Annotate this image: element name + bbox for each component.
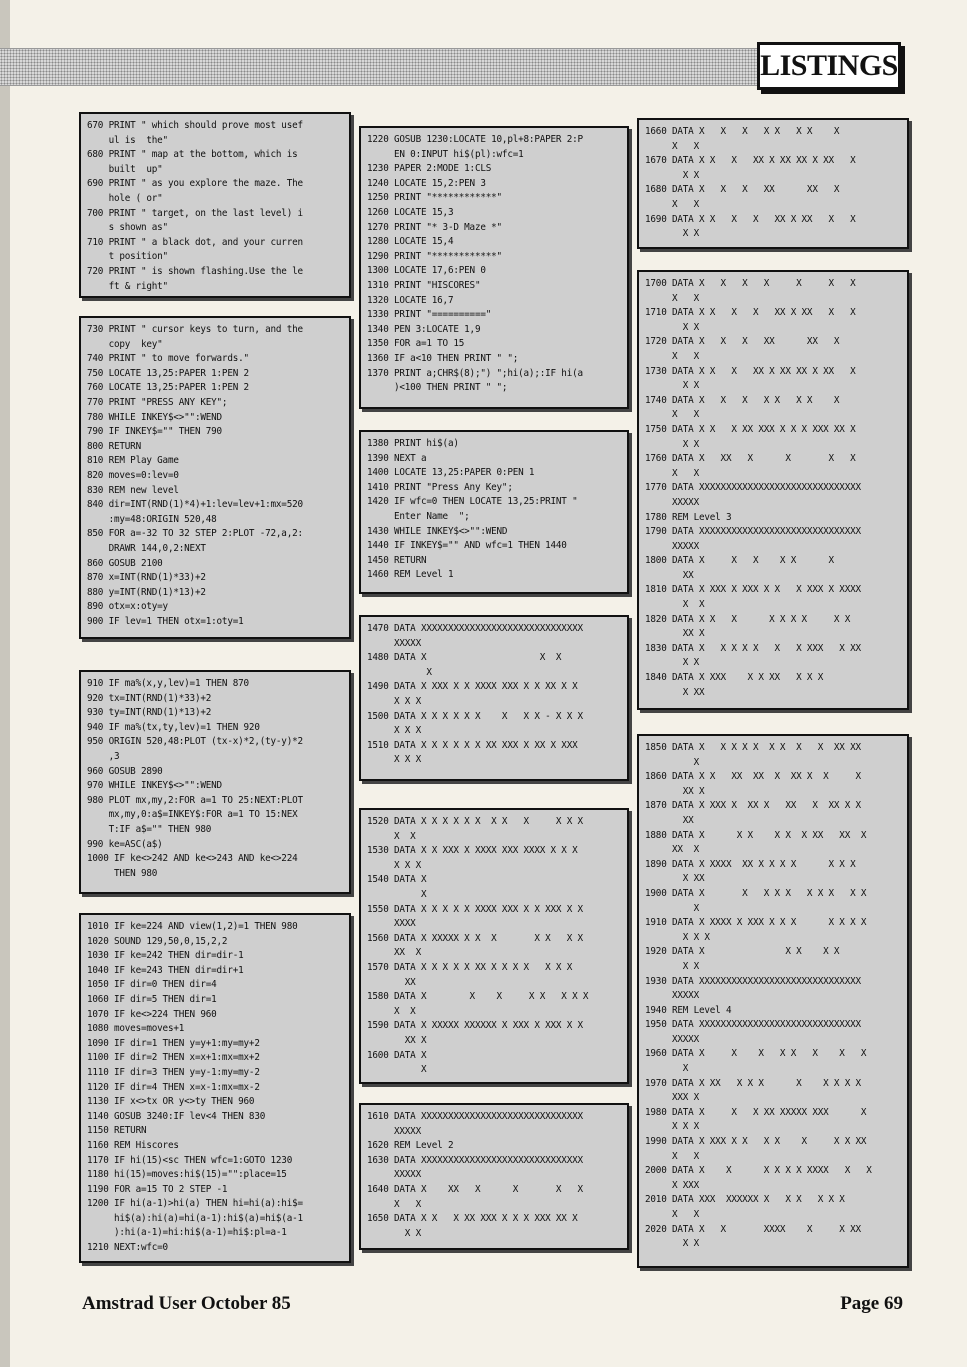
- code-line: 1680 DATA X X X XX XX X: [645, 184, 840, 196]
- code-line: X: [367, 1064, 427, 1076]
- code-line: X X: [645, 169, 699, 181]
- code-line: 1320 LOCATE 16,7: [367, 294, 454, 306]
- code-line: 1560 DATA X XXXXX X X X X X X X: [367, 932, 583, 944]
- code-line: XXXXX: [367, 1169, 421, 1181]
- code-line: 1500 DATA X X X X X X X X X - X X X: [367, 710, 583, 722]
- code-line: 1670 DATA X X X XX X XX XX X XX X: [645, 155, 856, 167]
- code-line: 1750 DATA X X X XX XXX X X X XXX XX X: [645, 423, 856, 435]
- code-line: X XXX: [645, 1179, 699, 1191]
- code-line: 930 ty=INT(RND(1)*13)+2: [87, 707, 212, 719]
- code-line: 1360 IF a<10 THEN PRINT " ";: [367, 352, 519, 364]
- code-line: X X X: [367, 754, 421, 766]
- code-line: XX X: [367, 947, 421, 959]
- code-line: XXX X: [645, 1092, 699, 1104]
- code-line: X X X: [367, 695, 421, 707]
- code-line: 1150 RETURN: [87, 1125, 147, 1137]
- code-line: 1870 DATA X XXX X XX X XX X XX X X: [645, 800, 861, 812]
- code-line: 810 REM Play Game: [87, 455, 179, 467]
- code-line: 1810 DATA X XXX X XXX X X X XXX X XXXX: [645, 584, 861, 596]
- code-line: 1770 DATA XXXXXXXXXXXXXXXXXXXXXXXXXXXXXX: [645, 482, 861, 494]
- code-line: 790 IF INKEY$="" THEN 790: [87, 426, 222, 438]
- code-line: XX: [367, 976, 416, 988]
- code-line: 1060 IF dir=5 THEN dir=1: [87, 993, 217, 1005]
- code-line: 960 GOSUB 2890: [87, 765, 163, 777]
- code-line: X: [367, 888, 427, 900]
- code-line: 1510 DATA X X X X X X XX XXX X XX X XXX: [367, 739, 578, 751]
- code-line: 890 otx=x:oty=y: [87, 601, 168, 613]
- code-line: 850 FOR a=-32 TO 32 STEP 2:PLOT -72,a,2:: [87, 528, 303, 540]
- code-line: 840 dir=INT(RND(1)*4)+1:lev=lev+1:mx=520: [87, 499, 303, 511]
- code-line: ft & right": [87, 280, 168, 292]
- code-line: 940 IF ma%(tx,ty,lev)=1 THEN 920: [87, 721, 260, 733]
- code-line: XX X: [645, 628, 705, 640]
- code-line: 980 PLOT mx,my,2:FOR a=1 TO 25:NEXT:PLOT: [87, 794, 303, 806]
- code-line: 900 IF lev=1 THEN otx=1:oty=1: [87, 615, 244, 627]
- code-line: 1260 LOCATE 15,3: [367, 206, 454, 218]
- code-line: X XX: [645, 873, 705, 885]
- code-line: 920 tx=INT(RND(1)*33)+2: [87, 692, 212, 704]
- code-line: hole ( or": [87, 192, 163, 204]
- code-line: X X: [645, 467, 699, 479]
- code-line: 770 PRINT "PRESS ANY KEY";: [87, 396, 228, 408]
- code-line: 1390 NEXT a: [367, 452, 427, 464]
- code-line: XX X: [645, 785, 705, 797]
- code-line: 1000 IF ke<>242 AND ke<>243 AND ke<>224: [87, 853, 298, 865]
- code-line: 1900 DATA X X X X X X X X X X: [645, 887, 867, 899]
- code-line: 690 PRINT " as you explore the maze. The: [87, 178, 303, 190]
- code-line: 1540 DATA X: [367, 874, 427, 886]
- code-line: X X X: [367, 859, 421, 871]
- code-line: 1980 DATA X X X XX XXXXX XXX X: [645, 1106, 867, 1118]
- code-line: 1370 PRINT a;CHR$(8);") ";hi(a);:IF hi(a: [367, 367, 583, 379]
- listing-box-1010: [79, 913, 351, 1263]
- code-line: 1660 DATA X X X X X X X X: [645, 126, 840, 137]
- code-line: 780 WHILE INKEY$<>"":WEND: [87, 411, 222, 423]
- code-line: X X: [645, 409, 699, 421]
- code-line: 1080 moves=moves+1: [87, 1023, 185, 1035]
- code-line: X X: [645, 438, 699, 450]
- code-line: X X X: [645, 1121, 699, 1133]
- code-line: Enter Name ";: [367, 510, 470, 522]
- code-line: 1880 DATA X X X X X X XX XX X: [645, 829, 867, 841]
- code-line: ):hi(a-1)=hi:hi$(a-1)=hi$:pl=a-1: [87, 1227, 287, 1239]
- code-line: 830 REM new level: [87, 484, 179, 496]
- code-line: 1230 PAPER 2:MODE 1:CLS: [367, 163, 492, 175]
- footer-magazine-issue: Amstrad User October 85: [82, 1293, 291, 1314]
- code-line: XXXXX: [645, 1033, 699, 1045]
- code-line: XXXX: [367, 918, 416, 930]
- code-line: 1530 DATA X X XXX X XXXX XXX XXXX X X X: [367, 845, 578, 857]
- code-line: X X X: [645, 931, 710, 943]
- page-gutter-shadow: [0, 0, 10, 1367]
- code-line: 970 WHILE INKEY$<>"":WEND: [87, 780, 222, 792]
- code-line: XXXXX: [367, 637, 421, 649]
- code-line: 1120 IF dir=4 THEN x=x-1:mx=mx-2: [87, 1081, 260, 1093]
- code-line: 1180 hi(15)=moves:hi$(15)="":place=15: [87, 1169, 287, 1181]
- code-line: 1410 PRINT "Press Any Key";: [367, 481, 513, 493]
- code-line: 1050 IF dir=0 THEN dir=4: [87, 979, 217, 991]
- code-line: 2010 DATA XXX XXXXXX X X X X X X: [645, 1194, 845, 1206]
- code-line: 1550 DATA X X X X X XXXX XXX X X XXX X X: [367, 903, 583, 915]
- listing-box-670: [79, 112, 351, 298]
- listing-box-1470: [359, 615, 629, 781]
- code-line: 1820 DATA X X X X X X X X X: [645, 613, 851, 625]
- code-line: 1200 IF hi(a-1)>hi(a) THEN hi=hi(a):hi$=: [87, 1198, 303, 1210]
- code-line: EN 0:INPUT hi$(pl):wfc=1: [367, 148, 524, 160]
- listing-box-1520: [359, 808, 629, 1084]
- code-line: 720 PRINT " is shown flashing.Use the le: [87, 265, 303, 277]
- code-line: X X: [367, 1005, 416, 1017]
- code-line: 1330 PRINT "==========": [367, 309, 492, 321]
- code-line: X X: [645, 657, 699, 669]
- code-line: 860 GOSUB 2100: [87, 557, 163, 569]
- code-line: 1010 IF ke=224 AND view(1,2)=1 THEN 980: [87, 921, 298, 932]
- code-line: 1790 DATA XXXXXXXXXXXXXXXXXXXXXXXXXXXXXX: [645, 526, 861, 538]
- code-line: XX: [645, 569, 694, 581]
- code-line: 1580 DATA X X X X X X X X: [367, 991, 589, 1003]
- code-line: 1520 DATA X X X X X X X X X X X X: [367, 816, 583, 827]
- code-line: 1350 FOR a=1 TO 15: [367, 338, 465, 350]
- code-line: 1310 PRINT "HISCORES": [367, 279, 481, 291]
- code-line: 1720 DATA X X X XX XX X: [645, 336, 840, 348]
- code-line: 1990 DATA X XXX X X X X X X X XX: [645, 1136, 867, 1148]
- code-line: 880 y=INT(RND(1)*13)+2: [87, 586, 206, 598]
- code-line: X X: [367, 830, 416, 842]
- code-line: 1140 GOSUB 3240:IF lev<4 THEN 830: [87, 1110, 266, 1122]
- code-line: 1070 IF ke<>224 THEN 960: [87, 1008, 217, 1020]
- code-line: X X X: [367, 725, 421, 737]
- code-line: 1910 DATA X XXXX X XXX X X X X X X X: [645, 917, 867, 929]
- code-line: 1250 PRINT "************": [367, 192, 502, 204]
- code-line: X: [367, 666, 432, 678]
- code-line: 1470 DATA XXXXXXXXXXXXXXXXXXXXXXXXXXXXXX: [367, 623, 583, 634]
- code-line: ,3: [87, 750, 120, 762]
- code-line: XXXXX: [367, 1125, 421, 1137]
- code-line: s shown as": [87, 222, 168, 234]
- code-line: XX X: [367, 1034, 427, 1046]
- code-line: X X: [645, 1150, 699, 1162]
- code-line: 1950 DATA XXXXXXXXXXXXXXXXXXXXXXXXXXXXXX: [645, 1019, 861, 1031]
- code-line: X X: [645, 599, 705, 611]
- code-line: 1570 DATA X X X X X XX X X X X X X X: [367, 961, 573, 973]
- code-line: 800 RETURN: [87, 440, 141, 452]
- code-line: 1780 REM Level 3: [645, 511, 732, 523]
- code-line: THEN 980: [87, 867, 158, 879]
- code-line: X X: [645, 198, 699, 210]
- code-line: X X: [367, 1198, 421, 1210]
- code-line: 1620 REM Level 2: [367, 1140, 454, 1152]
- code-line: X X: [367, 1227, 421, 1239]
- code-line: 1430 WHILE INKEY$<>"":WEND: [367, 525, 508, 537]
- code-line: 740 PRINT " to move forwards.": [87, 353, 249, 365]
- code-line: 1450 RETURN: [367, 554, 427, 566]
- code-line: 1740 DATA X X X X X X X X: [645, 394, 840, 406]
- code-line: X X: [645, 292, 699, 304]
- listing-box-1610: [359, 1103, 629, 1250]
- code-line: 1380 PRINT hi$(a): [367, 438, 459, 449]
- code-line: 1210 NEXT:wfc=0: [87, 1242, 168, 1254]
- code-line: 1420 IF wfc=0 THEN LOCATE 13,25:PRINT ": [367, 496, 578, 508]
- code-line: X: [645, 756, 699, 768]
- code-line: 2020 DATA X X XXXX X X XX: [645, 1223, 861, 1235]
- code-line: 1610 DATA XXXXXXXXXXXXXXXXXXXXXXXXXXXXXX: [367, 1111, 583, 1122]
- code-line: X X: [645, 140, 699, 152]
- code-line: 710 PRINT " a black dot, and your curren: [87, 236, 303, 248]
- code-line: 870 x=INT(RND(1)*33)+2: [87, 572, 206, 584]
- code-line: 990 ke=ASC(a$): [87, 838, 163, 850]
- listing-box-910: [79, 670, 351, 894]
- code-line: 700 PRINT " target, on the last level) i: [87, 207, 303, 219]
- code-line: X: [645, 1063, 689, 1075]
- code-line: ul is the": [87, 134, 168, 146]
- listing-box-1220: [359, 126, 629, 409]
- code-line: 1920 DATA X X X X X: [645, 946, 840, 958]
- code-line: 1340 PEN 3:LOCATE 1,9: [367, 323, 481, 335]
- code-line: 1130 IF x<>tx OR y<>ty THEN 960: [87, 1096, 255, 1108]
- code-line: 1400 LOCATE 13,25:PAPER 0:PEN 1: [367, 467, 535, 479]
- code-line: 680 PRINT " map at the bottom, which is: [87, 149, 298, 161]
- code-line: 820 moves=0:lev=0: [87, 469, 179, 481]
- code-line: 1020 SOUND 129,50,0,15,2,2: [87, 935, 228, 947]
- code-line: 1290 PRINT "************": [367, 250, 502, 262]
- code-line: X X: [645, 1209, 699, 1220]
- code-line: 1800 DATA X X X X X X: [645, 555, 834, 567]
- code-line: 1110 IF dir=3 THEN y=y-1:my=my-2: [87, 1066, 260, 1078]
- code-line: mx,my,0:a$=INKEY$:FOR a=1 TO 15:NEX: [87, 809, 298, 821]
- code-line: 1930 DATA XXXXXXXXXXXXXXXXXXXXXXXXXXXXXX: [645, 975, 861, 987]
- code-line: 1850 DATA X X X X X X X X X XX XX: [645, 742, 861, 753]
- code-line: XXXXX: [645, 990, 699, 1002]
- code-line: 950 ORIGIN 520,48:PLOT (tx-x)*2,(ty-y)*2: [87, 736, 303, 748]
- code-line: )<100 THEN PRINT " ";: [367, 382, 508, 394]
- code-line: hi$(a):hi(a)=hi(a-1):hi$(a)=hi$(a-1: [87, 1212, 303, 1224]
- code-line: 1240 LOCATE 15,2:PEN 3: [367, 177, 486, 189]
- code-line: 2000 DATA X X X X X X XXXX X X: [645, 1165, 872, 1177]
- code-line: 1300 LOCATE 17,6:PEN 0: [367, 265, 486, 277]
- code-line: 1830 DATA X X X X X X X XXX X XX: [645, 642, 861, 654]
- code-line: 1490 DATA X XXX X X XXXX XXX X X XX X X: [367, 681, 578, 693]
- footer-page-number: Page 69: [840, 1293, 903, 1314]
- code-line: X X: [645, 380, 699, 392]
- code-line: copy key": [87, 338, 163, 350]
- code-line: 1480 DATA X X X: [367, 652, 562, 664]
- code-line: 1970 DATA X XX X X X X X X X X: [645, 1077, 861, 1089]
- listing-box-1380: [359, 430, 629, 594]
- code-line: XX X: [645, 844, 699, 856]
- code-line: 1220 GOSUB 1230:LOCATE 10,pl+8:PAPER 2:P: [367, 134, 583, 145]
- code-line: 1590 DATA X XXXXX XXXXXX X XXX X XXX X X: [367, 1020, 583, 1032]
- listing-box-1660: [637, 118, 909, 249]
- code-line: XX: [645, 814, 694, 826]
- listing-box-1850: [637, 734, 909, 1268]
- code-line: X X: [645, 350, 699, 362]
- code-line: 1600 DATA X: [367, 1049, 427, 1061]
- code-line: 1630 DATA XXXXXXXXXXXXXXXXXXXXXXXXXXXXXX: [367, 1154, 583, 1166]
- code-line: built up": [87, 163, 163, 175]
- code-line: 1760 DATA X XX X X X X: [645, 453, 856, 465]
- code-line: X XX: [645, 686, 705, 698]
- code-line: 1940 REM Level 4: [645, 1004, 732, 1016]
- code-line: 730 PRINT " cursor keys to turn, and the: [87, 324, 303, 335]
- code-line: X X: [645, 228, 699, 240]
- code-line: DRAWR 144,0,2:NEXT: [87, 542, 206, 554]
- code-line: 1650 DATA X X X XX XXX X X X XXX XX X: [367, 1213, 578, 1225]
- code-line: 1700 DATA X X X X X X X: [645, 278, 856, 289]
- code-line: X X: [645, 1238, 699, 1250]
- code-line: 1190 FOR a=15 TO 2 STEP -1: [87, 1183, 228, 1195]
- code-line: 1100 IF dir=2 THEN x=x+1:mx=mx+2: [87, 1052, 260, 1064]
- code-line: 1280 LOCATE 15,4: [367, 236, 454, 248]
- code-line: 1730 DATA X X X XX X XX XX X XX X: [645, 365, 856, 377]
- code-line: 1640 DATA X XX X X X X: [367, 1183, 583, 1195]
- listing-box-1700: [637, 270, 909, 710]
- code-line: 1440 IF INKEY$="" AND wfc=1 THEN 1440: [367, 540, 567, 552]
- code-line: X X: [645, 321, 699, 333]
- code-line: XXXXX: [645, 540, 699, 552]
- code-line: 1860 DATA X X XX XX X XX X X X: [645, 771, 861, 783]
- code-line: 910 IF ma%(x,y,lev)=1 THEN 870: [87, 678, 249, 689]
- code-line: 1040 IF ke=243 THEN dir=dir+1: [87, 964, 244, 976]
- code-line: 1840 DATA X XXX X X XX X X X: [645, 672, 824, 684]
- code-line: 1460 REM Level 1: [367, 569, 454, 581]
- section-label: LISTINGS: [757, 42, 901, 90]
- code-line: 1090 IF dir=1 THEN y=y+1:my=my+2: [87, 1037, 260, 1049]
- code-line: 1170 IF hi(15)<sc THEN wfc=1:GOTO 1230: [87, 1154, 293, 1166]
- code-line: X: [645, 902, 699, 914]
- code-line: 1890 DATA X XXXX XX X X X X X X X: [645, 858, 856, 870]
- code-line: 760 LOCATE 13,25:PAPER 1:PEN 2: [87, 382, 249, 394]
- code-line: t position": [87, 251, 168, 263]
- code-line: 1030 IF ke=242 THEN dir=dir-1: [87, 950, 244, 962]
- code-line: 1160 REM Hiscores: [87, 1139, 179, 1151]
- code-line: 1960 DATA X X X X X X X X: [645, 1048, 867, 1060]
- code-line: 1270 PRINT "* 3-D Maze *": [367, 221, 502, 233]
- code-line: 1710 DATA X X X X XX X XX X X: [645, 307, 856, 319]
- code-line: X X: [645, 960, 699, 972]
- code-line: 750 LOCATE 13,25:PAPER 1:PEN 2: [87, 367, 249, 379]
- code-line: :my=48:ORIGIN 520,48: [87, 513, 217, 525]
- listing-box-730: [79, 316, 351, 639]
- code-line: 1690 DATA X X X X XX X XX X X: [645, 213, 856, 225]
- code-line: 670 PRINT " which should prove most usef: [87, 120, 303, 131]
- code-line: T:IF a$="" THEN 980: [87, 823, 212, 835]
- code-line: XXXXX: [645, 496, 699, 508]
